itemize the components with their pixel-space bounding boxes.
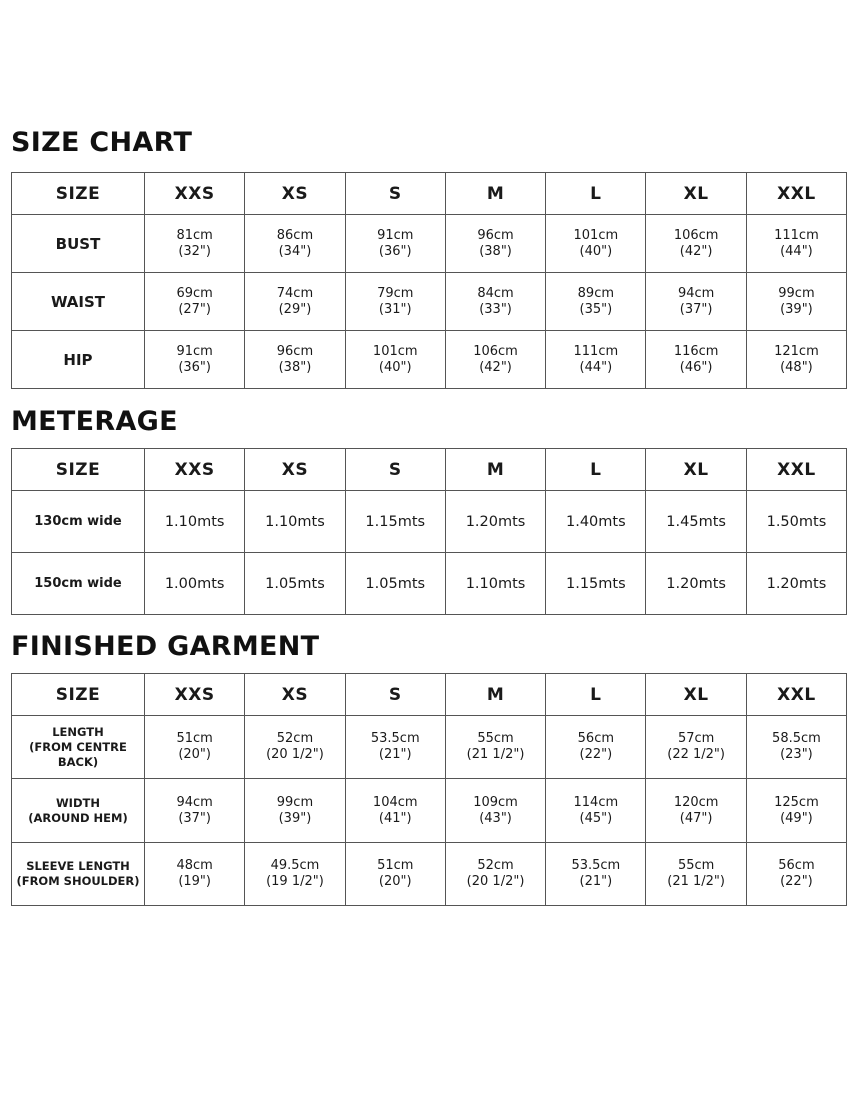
inch-value: (20")	[378, 874, 412, 889]
table-cell	[445, 273, 545, 331]
header-cell: XS	[245, 674, 345, 716]
table-cell	[345, 331, 445, 389]
inch-value: (20")	[178, 747, 211, 762]
header-cell: XL	[646, 449, 746, 491]
table-row	[12, 273, 847, 331]
inch-value: (39")	[780, 301, 813, 317]
cm-value: 81cm	[176, 227, 213, 243]
header-cell: L	[546, 674, 646, 716]
row-label: WAIST	[12, 273, 145, 331]
cm-value: 79cm	[377, 285, 414, 301]
cm-value: 104cm	[372, 794, 418, 810]
inch-value: (22 1/2")	[667, 747, 725, 762]
inch-value: (38")	[278, 359, 312, 375]
header-cell: XXL	[746, 173, 846, 215]
inch-value: (22")	[780, 874, 813, 889]
table-cell	[746, 716, 846, 779]
table-cell	[145, 779, 245, 843]
table-row	[12, 215, 847, 273]
table-cell: 1.10mts	[245, 491, 345, 553]
header-cell: M	[445, 674, 545, 716]
cm-value: 53.5cm	[571, 858, 621, 873]
inch-value: (44")	[780, 243, 813, 259]
table-cell: 1.15mts	[546, 553, 646, 615]
header-cell: XL	[646, 173, 746, 215]
cm-value: 74cm	[276, 285, 314, 301]
cm-value: 56cm	[577, 731, 615, 746]
table-row	[12, 779, 847, 843]
table-row	[12, 716, 847, 779]
header-cell: XS	[245, 173, 345, 215]
inch-value: (27")	[178, 301, 211, 317]
inch-value: (39")	[278, 810, 312, 826]
size-chart-title: SIZE CHART	[11, 127, 193, 158]
table-cell	[445, 716, 545, 779]
table-cell	[546, 331, 646, 389]
cm-value: 56cm	[778, 858, 815, 873]
inch-value: (34")	[278, 243, 312, 259]
inch-value: (49")	[780, 810, 813, 826]
table-cell: 1.20mts	[646, 553, 746, 615]
meterage-table	[11, 448, 847, 615]
inch-value: (21 1/2")	[466, 747, 525, 762]
table-cell	[546, 215, 646, 273]
row-label-line: BACK)	[57, 754, 99, 769]
table-cell: 1.20mts	[445, 491, 545, 553]
table-cell: 1.10mts	[145, 491, 245, 553]
finished-garment-table	[11, 673, 847, 906]
cm-value: 125cm	[774, 794, 819, 810]
cm-value: 91cm	[377, 227, 414, 243]
header-cell: L	[546, 449, 646, 491]
cm-value: 109cm	[473, 794, 518, 810]
row-label-line: LENGTH	[52, 724, 104, 739]
table-cell	[445, 843, 545, 906]
header-cell: SIZE	[12, 449, 145, 491]
cm-value: 48cm	[176, 858, 213, 873]
table-cell	[546, 843, 646, 906]
inch-value: (38")	[479, 243, 512, 259]
meterage-title: METERAGE	[11, 406, 178, 437]
inch-value: (48")	[780, 359, 813, 375]
cm-value: 86cm	[276, 227, 314, 243]
cm-value: 96cm	[276, 343, 314, 359]
inch-value: (44")	[579, 359, 613, 375]
cm-value: 106cm	[673, 227, 719, 243]
cm-value: 51cm	[377, 858, 414, 873]
table-cell	[245, 273, 345, 331]
inch-value: (42")	[479, 359, 512, 375]
cm-value: 84cm	[477, 285, 514, 301]
cm-value: 99cm	[276, 794, 314, 810]
table-cell: 1.05mts	[245, 553, 345, 615]
header-row	[12, 674, 847, 716]
row-label-line: SLEEVE LENGTH	[26, 859, 130, 873]
inch-value: (42")	[679, 243, 713, 259]
cm-value: 89cm	[577, 285, 615, 301]
row-label: 150cm wide	[12, 553, 145, 615]
inch-value: (29")	[278, 301, 312, 317]
header-cell: SIZE	[12, 674, 145, 716]
table-row	[12, 843, 847, 906]
table-cell	[145, 215, 245, 273]
cm-value: 55cm	[677, 858, 715, 873]
row-label-line: WIDTH	[56, 795, 100, 810]
header-cell: XXS	[145, 674, 245, 716]
table-cell	[145, 273, 245, 331]
table-cell	[746, 273, 846, 331]
table-cell	[746, 331, 846, 389]
inch-value: (31")	[378, 301, 412, 317]
cm-value: 111cm	[573, 343, 619, 359]
table-cell: 1.45mts	[646, 491, 746, 553]
cm-value: 111cm	[774, 227, 819, 243]
table-cell	[245, 215, 345, 273]
table-cell: 1.40mts	[546, 491, 646, 553]
inch-value: (21")	[579, 874, 613, 889]
header-cell: XXS	[145, 173, 245, 215]
cm-value: 94cm	[176, 794, 213, 810]
table-cell	[145, 331, 245, 389]
table-cell: 1.00mts	[145, 553, 245, 615]
inch-value: (32")	[178, 243, 211, 259]
cm-value: 52cm	[276, 731, 314, 746]
table-cell: 1.20mts	[746, 553, 846, 615]
inch-value: (45")	[579, 810, 613, 826]
header-cell: S	[345, 449, 445, 491]
row-label	[12, 779, 145, 843]
size-chart-table	[11, 172, 847, 389]
table-cell	[746, 215, 846, 273]
inch-value: (21")	[378, 747, 412, 762]
table-row	[12, 331, 847, 389]
inch-value: (36")	[378, 243, 412, 259]
cm-value: 69cm	[176, 285, 213, 301]
table-cell	[646, 331, 746, 389]
table-cell	[445, 331, 545, 389]
cm-value: 101cm	[573, 227, 619, 243]
table-cell	[646, 273, 746, 331]
row-label: BUST	[12, 215, 145, 273]
cm-value: 120cm	[673, 794, 719, 810]
cm-value: 55cm	[477, 731, 514, 746]
table-cell	[345, 273, 445, 331]
table-cell	[646, 215, 746, 273]
cm-value: 51cm	[176, 731, 213, 746]
inch-value: (22")	[579, 747, 613, 762]
inch-value: (23")	[780, 747, 813, 762]
cm-value: 114cm	[573, 794, 619, 810]
inch-value: (46")	[679, 359, 713, 375]
header-cell: XXS	[145, 449, 245, 491]
table-cell	[245, 779, 345, 843]
table-cell	[245, 843, 345, 906]
table-cell	[646, 779, 746, 843]
inch-value: (37")	[679, 301, 713, 317]
header-row	[12, 449, 847, 491]
row-label	[12, 843, 145, 906]
cm-value: 57cm	[677, 731, 715, 746]
cm-value: 91cm	[176, 343, 213, 359]
header-cell: XXL	[746, 674, 846, 716]
inch-value: (37")	[178, 810, 211, 826]
header-cell: M	[445, 449, 545, 491]
inch-value: (19 1/2")	[266, 874, 324, 889]
header-cell: L	[546, 173, 646, 215]
cm-value: 52cm	[477, 858, 514, 873]
cm-value: 58.5cm	[772, 731, 821, 746]
table-cell	[445, 215, 545, 273]
header-row	[12, 173, 847, 215]
table-cell	[145, 843, 245, 906]
inch-value: (40")	[579, 243, 613, 259]
table-cell: 1.15mts	[345, 491, 445, 553]
header-cell: S	[345, 173, 445, 215]
header-cell: XL	[646, 674, 746, 716]
header-cell: M	[445, 173, 545, 215]
row-label: HIP	[12, 331, 145, 389]
inch-value: (20 1/2")	[466, 874, 525, 889]
finished-garment-title: FINISHED GARMENT	[11, 631, 320, 662]
cm-value: 49.5cm	[270, 858, 320, 873]
row-label-line: (AROUND HEM)	[28, 810, 128, 825]
inch-value: (19")	[178, 874, 211, 889]
table-cell: 1.05mts	[345, 553, 445, 615]
cm-value: 121cm	[774, 343, 819, 359]
cm-value: 116cm	[673, 343, 719, 359]
inch-value: (41")	[378, 810, 412, 826]
cm-value: 53.5cm	[370, 731, 420, 746]
table-cell	[546, 779, 646, 843]
inch-value: (35")	[579, 301, 613, 317]
inch-value: (47")	[679, 810, 713, 826]
table-row	[12, 553, 847, 615]
inch-value: (40")	[378, 359, 412, 375]
cm-value: 99cm	[778, 285, 815, 301]
header-cell: S	[345, 674, 445, 716]
cm-value: 96cm	[477, 227, 514, 243]
table-cell	[245, 716, 345, 779]
header-cell: XXL	[746, 449, 846, 491]
inch-value: (36")	[178, 359, 211, 375]
table-cell	[345, 779, 445, 843]
table-cell	[646, 843, 746, 906]
table-cell	[345, 215, 445, 273]
table-cell	[245, 331, 345, 389]
table-cell	[445, 779, 545, 843]
inch-value: (33")	[479, 301, 512, 317]
table-cell	[646, 716, 746, 779]
row-label-line: (FROM SHOULDER)	[16, 874, 140, 888]
table-cell	[746, 779, 846, 843]
table-cell	[546, 716, 646, 779]
table-cell	[746, 843, 846, 906]
table-cell	[546, 273, 646, 331]
table-cell	[345, 716, 445, 779]
table-cell	[345, 843, 445, 906]
row-label-line: (FROM CENTRE	[29, 739, 127, 754]
cm-value: 94cm	[677, 285, 715, 301]
header-cell: SIZE	[12, 173, 145, 215]
table-cell: 1.50mts	[746, 491, 846, 553]
header-cell: XS	[245, 449, 345, 491]
inch-value: (20 1/2")	[266, 747, 324, 762]
table-row	[12, 491, 847, 553]
table-cell	[145, 716, 245, 779]
inch-value: (43")	[479, 810, 512, 826]
inch-value: (21 1/2")	[667, 874, 725, 889]
table-cell: 1.10mts	[445, 553, 545, 615]
cm-value: 106cm	[473, 343, 518, 359]
cm-value: 101cm	[372, 343, 418, 359]
row-label: 130cm wide	[12, 491, 145, 553]
row-label	[12, 716, 145, 779]
